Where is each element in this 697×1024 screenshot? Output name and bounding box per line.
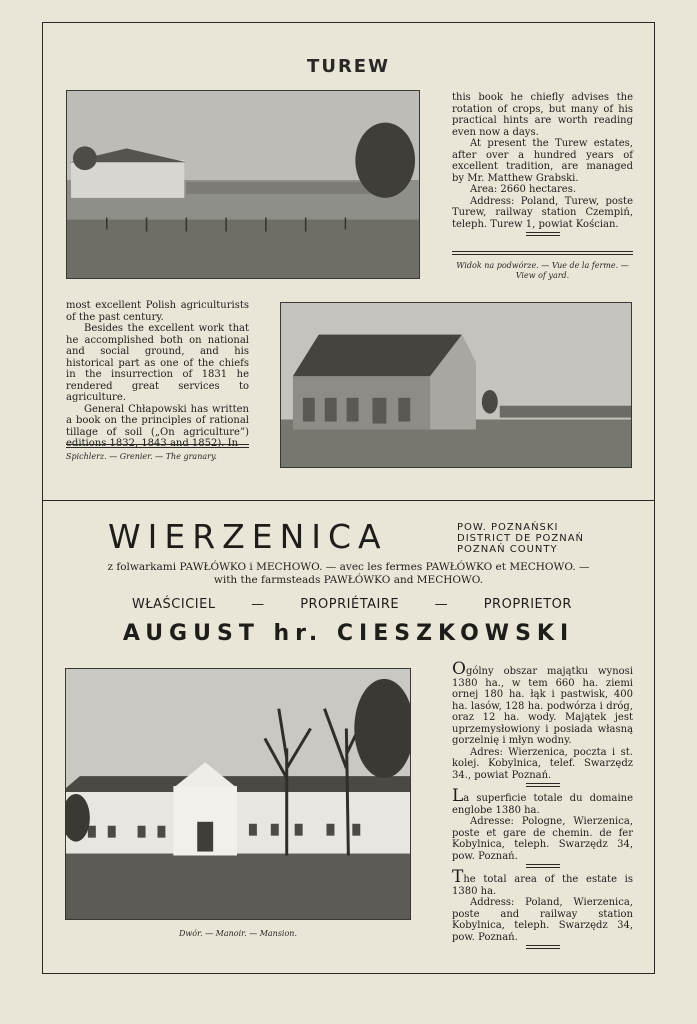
farmsteads-line-1: z folwarkami PAWŁÓWKO i MECHOWO. — avec les fermes PAWŁÓWKO et MECHOWO. — bbox=[107, 561, 590, 573]
mansion-photo-image bbox=[66, 669, 410, 919]
turew-right-p2: At present the Turew estates, after over a hundred years of excellent tradition, are managed by Mr. Matthew Grabski. bbox=[452, 138, 633, 184]
fr-address: Adresse: Pologne, Wierzenica, poste et gare de chemin. de fer Kobylnica, teleph. Swarzędz 34, pow. Poznań. bbox=[452, 816, 633, 862]
turew-left-p1: most excellent Polish agriculturists of the past century. bbox=[66, 300, 249, 323]
en-text: he total area of the estate is 1380 ha. bbox=[452, 874, 633, 897]
wierzenica-right-text bbox=[452, 659, 633, 953]
pl-address: Adres: Wierzenica, poczta i st. kolej. Kobylnica, telef. Swarzędz 34., powiat Poznań. bbox=[452, 746, 633, 781]
end-rule bbox=[526, 232, 560, 236]
fr-end-rule bbox=[526, 864, 560, 868]
en-initial: T bbox=[452, 867, 464, 887]
turew-title: TUREW bbox=[307, 56, 390, 77]
wierzenica-title: WIERZENICA bbox=[108, 517, 388, 556]
en-end-rule bbox=[526, 945, 560, 949]
granary-photo bbox=[280, 302, 632, 468]
owner-label-en: PROPRIETOR bbox=[483, 597, 572, 612]
fr-text: a superficie totale du domaine englobe 1380 ha. bbox=[452, 793, 633, 816]
owner-dash-1: — bbox=[251, 597, 265, 612]
pl-text: gólny obszar majątku wynosi 1380 ha., w tem 660 ha. ziemi ornej 180 ha. łąk i pastwisk, 400 ha. lasów, 128 ha. podwórza i dróg, oraz 12 ha. wody. Majątek jest uprzemysłowiony i posiada własną gorzelnię i młyn wodny. bbox=[452, 666, 633, 746]
pl-paragraph bbox=[452, 659, 633, 747]
caption-granary: Spichlerz. — Grenier. — The granary. bbox=[66, 452, 217, 461]
fr-initial: L bbox=[452, 786, 464, 806]
turew-right-p1: this book he chiefly advises the rotation of crops, but many of his practical hints are worth reading even now a days. bbox=[452, 92, 633, 138]
turew-area: Area: 2660 hectares. bbox=[470, 184, 577, 195]
en-paragraph bbox=[452, 867, 633, 897]
caption-mansion: Dwór. — Manoir. — Mansion. bbox=[178, 929, 297, 938]
en-address: Address: Poland, Wierzenica, poste and railway station Kobylnica, teleph. Swarzędz 34, pow. Poznań. bbox=[452, 897, 633, 943]
mansion-photo bbox=[65, 668, 411, 920]
owner-dash-2: — bbox=[434, 597, 449, 612]
yard-photo bbox=[66, 90, 420, 279]
turew-address: Address: Poland, Turew, poste Turew, railway station Czempiń, teleph. Turew 1, powiat Kościan. bbox=[452, 195, 633, 230]
district-pl: POW. POZNAŃSKI bbox=[457, 522, 559, 533]
section-divider bbox=[42, 500, 655, 501]
fr-paragraph bbox=[452, 786, 633, 816]
pl-end-rule bbox=[526, 783, 560, 787]
turew-left-text bbox=[66, 300, 249, 450]
owner-label-fr: PROPRIÉTAIRE bbox=[300, 597, 400, 612]
turew-left-p3: General Chłapowski has written a book on the principles of rational tillage of soil („On agriculture”) editions 1832, 1843 and 1852). In bbox=[66, 403, 249, 449]
wierzenica-district bbox=[457, 522, 584, 555]
owner-label-pl: WŁAŚCICIEL bbox=[132, 597, 216, 612]
turew-left-p2: Besides the excellent work that he accomplished both on national and social ground, and his historical part as one of the chiefs in the insurrection of 1831 he rendered great services to agriculture. bbox=[66, 323, 249, 403]
district-fr: DISTRICT DE POZNAŃ bbox=[457, 533, 585, 544]
owner-name: AUGUST hr. CIESZKOWSKI bbox=[122, 621, 575, 646]
caption-rule-yard bbox=[452, 251, 633, 255]
caption-yard: Widok na podwórze. — Vue de la ferme. — View of yard. bbox=[456, 261, 629, 280]
farmsteads-line-2: with the farmsteads PAWŁÓWKO and MECHOWO. bbox=[213, 574, 484, 586]
caption-rule-granary bbox=[66, 444, 249, 448]
owner-labels bbox=[132, 597, 572, 612]
pl-initial: O bbox=[452, 659, 466, 679]
district-en: POZNAŃ COUNTY bbox=[457, 544, 558, 555]
turew-right-text bbox=[452, 92, 633, 240]
yard-photo-image bbox=[67, 91, 419, 278]
granary-photo-image bbox=[281, 303, 631, 467]
